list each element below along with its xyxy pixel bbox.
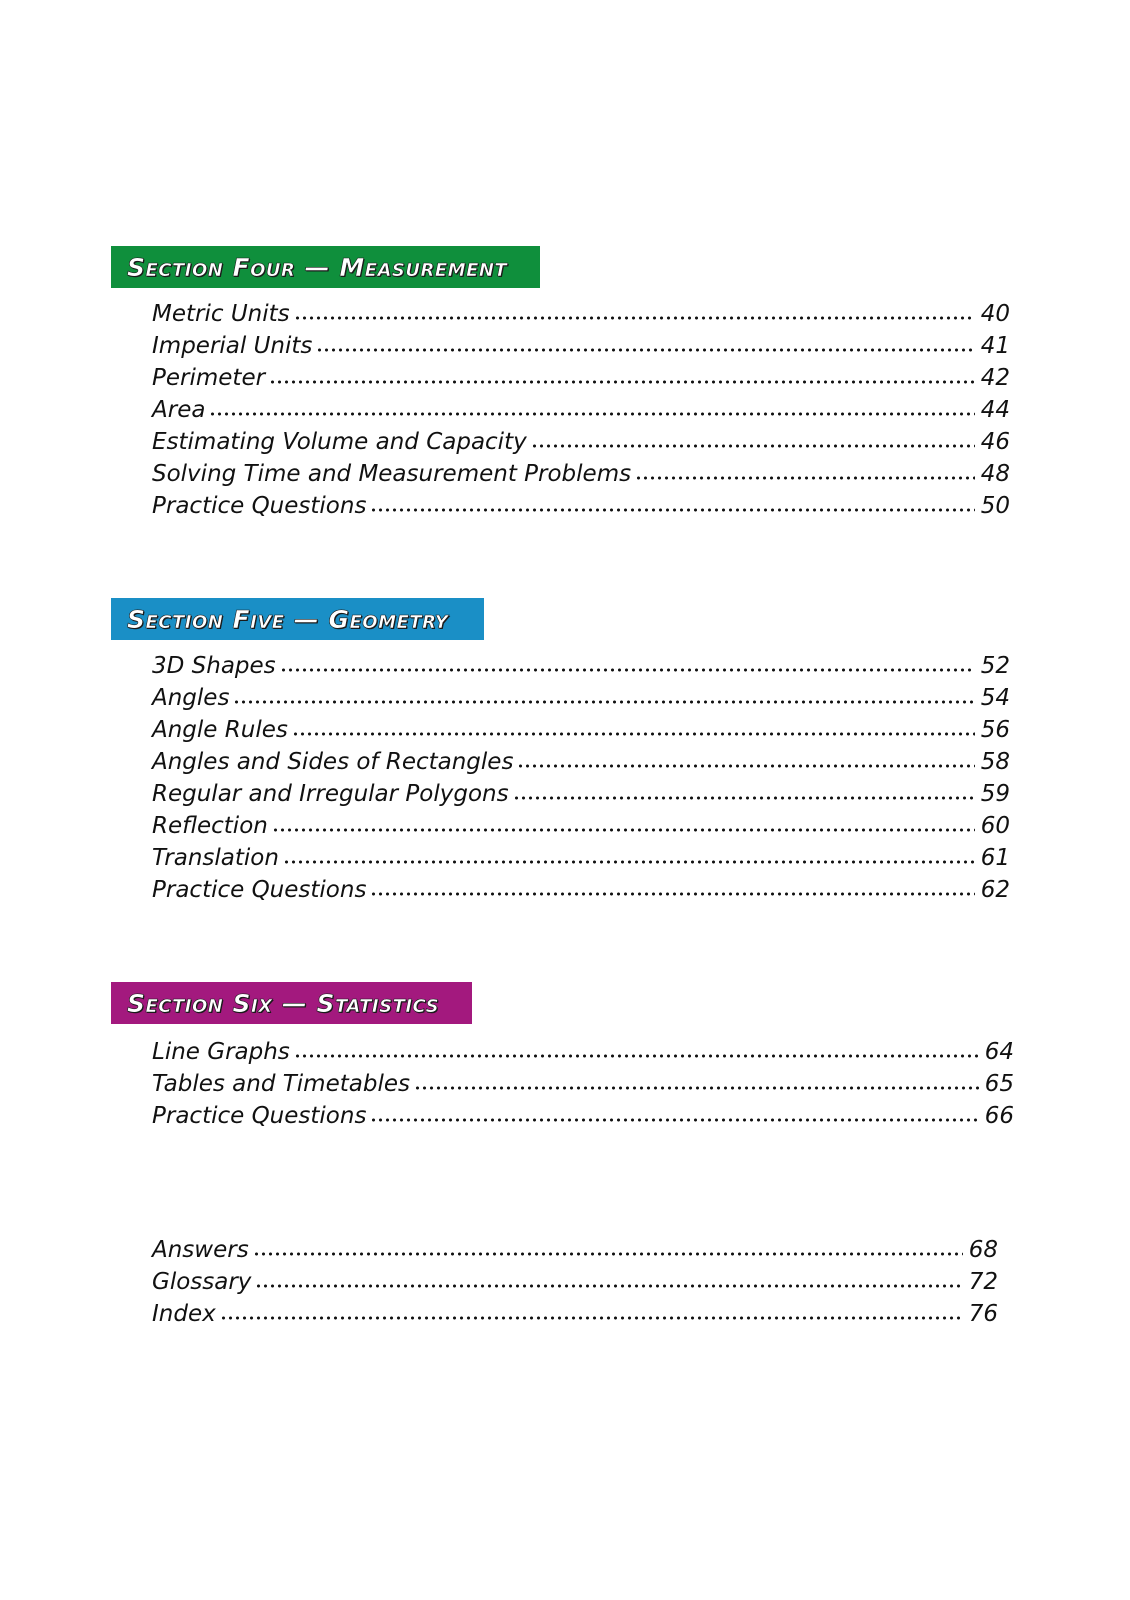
toc-entry[interactable] bbox=[152, 328, 1010, 360]
toc-entry-page: 54 bbox=[980, 685, 1010, 711]
toc-entry-page: 72 bbox=[968, 1269, 998, 1295]
toc-entry-page: 52 bbox=[980, 653, 1010, 679]
dot-leader bbox=[294, 1052, 979, 1060]
toc-entry-page: 61 bbox=[980, 845, 1010, 871]
toc-entry[interactable] bbox=[152, 392, 1010, 424]
dot-leader bbox=[220, 1314, 963, 1322]
toc-entry-title: Practice Questions bbox=[152, 877, 367, 903]
dot-leader bbox=[269, 378, 975, 386]
toc-list bbox=[152, 1232, 998, 1328]
toc-entry[interactable] bbox=[152, 1264, 998, 1296]
dot-leader bbox=[255, 1282, 962, 1290]
toc-entry[interactable] bbox=[152, 680, 1010, 712]
toc-entry[interactable] bbox=[152, 296, 1010, 328]
toc-entry-page: 48 bbox=[980, 461, 1010, 487]
toc-entry-page: 76 bbox=[968, 1301, 998, 1327]
toc-entry-page: 59 bbox=[980, 781, 1010, 807]
toc-entry-title: Index bbox=[152, 1301, 216, 1327]
toc-entry-page: 42 bbox=[980, 365, 1010, 391]
toc-entry[interactable] bbox=[152, 424, 1010, 456]
dot-leader bbox=[292, 730, 975, 738]
toc-entry-page: 58 bbox=[980, 749, 1010, 775]
toc-entry-title: Reflection bbox=[152, 813, 268, 839]
dot-leader bbox=[635, 474, 975, 482]
toc-entry-page: 62 bbox=[980, 877, 1010, 903]
toc-entry-title: Tables and Timetables bbox=[152, 1071, 410, 1097]
toc-entry-page: 40 bbox=[980, 301, 1010, 327]
toc-entry-page: 50 bbox=[980, 493, 1010, 519]
toc-entry-page: 60 bbox=[980, 813, 1010, 839]
toc-entry-title: Solving Time and Measurement Problems bbox=[152, 461, 632, 487]
toc-entry-page: 68 bbox=[968, 1237, 998, 1263]
dot-leader bbox=[294, 314, 975, 322]
toc-entry-page: 64 bbox=[984, 1039, 1014, 1065]
toc-entry[interactable] bbox=[152, 776, 1010, 808]
toc-entry[interactable] bbox=[152, 1066, 1014, 1098]
dot-leader bbox=[209, 410, 974, 418]
toc-entry-title: Practice Questions bbox=[152, 1103, 367, 1129]
toc-entry[interactable] bbox=[152, 840, 1010, 872]
toc-entry-title: Glossary bbox=[152, 1269, 252, 1295]
dot-leader bbox=[517, 762, 974, 770]
toc-entry-title: Answers bbox=[152, 1237, 249, 1263]
toc-entry-title: Regular and Irregular Polygons bbox=[152, 781, 509, 807]
dot-leader bbox=[233, 698, 974, 706]
toc-entry-title: Estimating Volume and Capacity bbox=[152, 429, 527, 455]
toc-entry[interactable] bbox=[152, 744, 1010, 776]
toc-entry-page: 56 bbox=[980, 717, 1010, 743]
dot-leader bbox=[370, 890, 974, 898]
toc-entry-title: Translation bbox=[152, 845, 279, 871]
dot-leader bbox=[370, 1116, 978, 1124]
dot-leader bbox=[280, 666, 975, 674]
toc-entry-title: Perimeter bbox=[152, 365, 266, 391]
toc-entry-title: Angles and Sides of Rectangles bbox=[152, 749, 514, 775]
toc-entry[interactable] bbox=[152, 872, 1010, 904]
toc-entry-title: 3D Shapes bbox=[152, 653, 276, 679]
toc-entry[interactable] bbox=[152, 488, 1010, 520]
dot-leader bbox=[414, 1084, 979, 1092]
toc-entry[interactable] bbox=[152, 456, 1010, 488]
toc-list bbox=[152, 648, 1010, 904]
dot-leader bbox=[283, 858, 975, 866]
toc-entry[interactable] bbox=[152, 808, 1010, 840]
section-heading: Section Six — Statistics bbox=[111, 982, 472, 1024]
toc-entry-page: 65 bbox=[984, 1071, 1014, 1097]
toc-entry-title: Metric Units bbox=[152, 301, 290, 327]
toc-entry-title: Angles bbox=[152, 685, 230, 711]
toc-list bbox=[152, 1034, 1014, 1130]
toc-entry[interactable] bbox=[152, 1296, 998, 1328]
dot-leader bbox=[316, 346, 974, 354]
toc-entry-title: Practice Questions bbox=[152, 493, 367, 519]
toc-entry-page: 46 bbox=[980, 429, 1010, 455]
toc-entry-page: 44 bbox=[980, 397, 1010, 423]
dot-leader bbox=[513, 794, 975, 802]
toc-entry-page: 41 bbox=[980, 333, 1010, 359]
dot-leader bbox=[253, 1250, 963, 1258]
toc-entry[interactable] bbox=[152, 1098, 1014, 1130]
toc-entry[interactable] bbox=[152, 712, 1010, 744]
dot-leader bbox=[370, 506, 974, 514]
toc-entry-title: Angle Rules bbox=[152, 717, 288, 743]
dot-leader bbox=[272, 826, 975, 834]
toc-entry[interactable] bbox=[152, 1034, 1014, 1066]
dot-leader bbox=[531, 442, 975, 450]
toc-entry-title: Area bbox=[152, 397, 206, 423]
toc-entry-title: Line Graphs bbox=[152, 1039, 290, 1065]
toc-entry-title: Imperial Units bbox=[152, 333, 313, 359]
toc-entry[interactable] bbox=[152, 1232, 998, 1264]
toc-entry[interactable] bbox=[152, 648, 1010, 680]
toc-entry[interactable] bbox=[152, 360, 1010, 392]
section-heading: Section Five — Geometry bbox=[111, 598, 484, 640]
toc-list bbox=[152, 296, 1010, 520]
section-heading: Section Four — Measurement bbox=[111, 246, 540, 288]
toc-entry-page: 66 bbox=[984, 1103, 1014, 1129]
